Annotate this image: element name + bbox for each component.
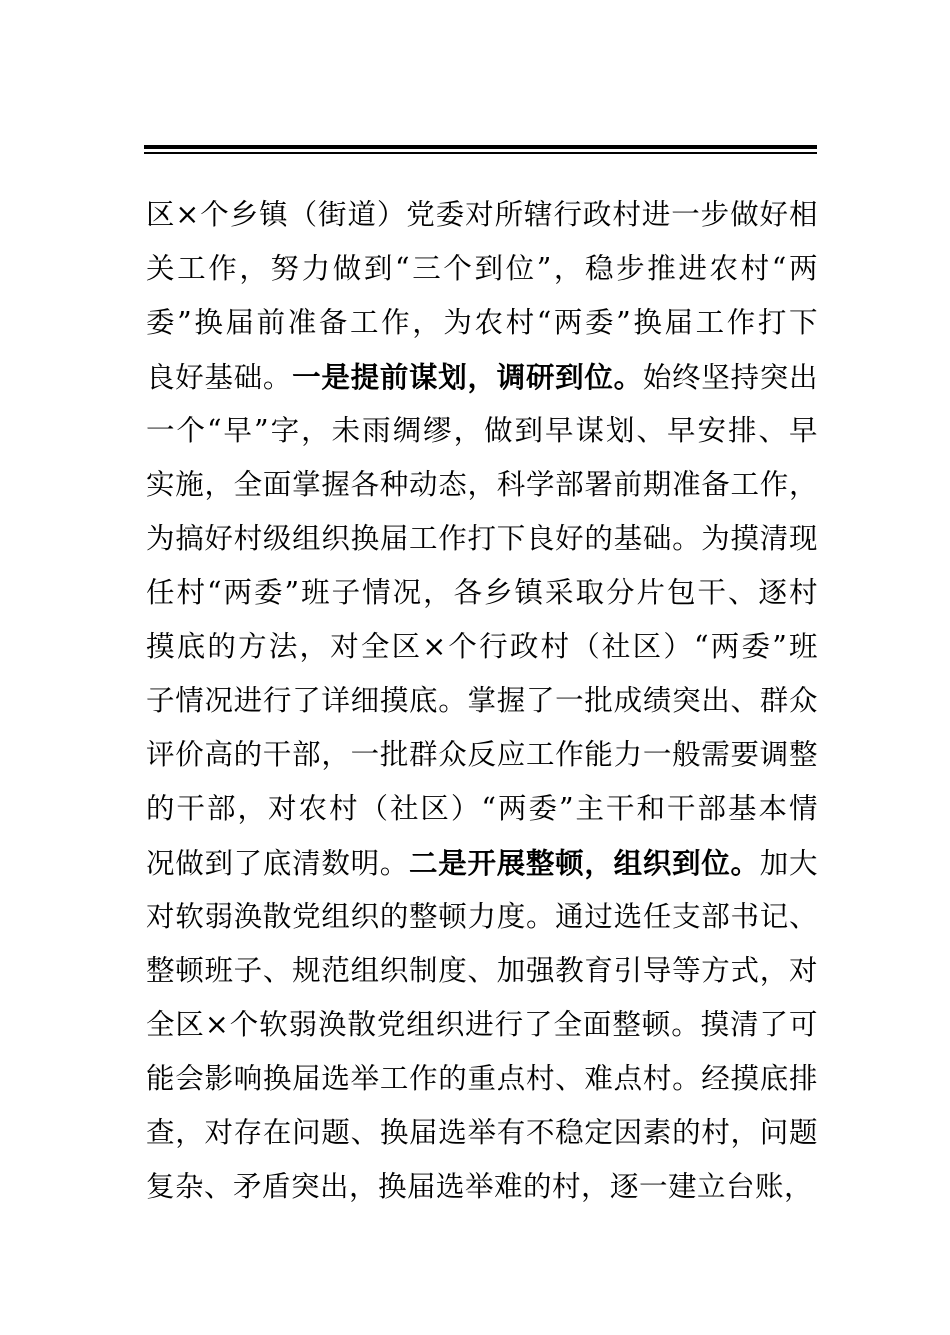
text-line <box>146 620 818 674</box>
text-line <box>146 188 818 242</box>
text-run: 全区×个软弱涣散党组织进行了全面整顿。摸清了可 <box>146 1008 818 1041</box>
text-run: 整顿班子、规范组织制度、加强教育引导等方式，对 <box>146 954 818 987</box>
text-line <box>146 998 818 1052</box>
text-line <box>146 836 818 890</box>
text-run: 区×个乡镇（街道）党委对所辖行政村进一步做好相 <box>146 198 818 231</box>
text-run: 实施，全面掌握各种动态，科学部署前期准备工作， <box>146 468 818 501</box>
text-run: 良好基础。 <box>146 361 293 394</box>
text-line <box>146 350 818 404</box>
text-run: 为搞好村级组织换届工作打下良好的基础。为摸清现 <box>146 522 818 555</box>
header-rule-thin <box>144 152 817 154</box>
text-run: 摸底的方法，对全区×个行政村（社区）“两委”班 <box>146 630 818 663</box>
text-line <box>146 404 818 458</box>
text-run: 能会影响换届选举工作的重点村、难点村。经摸底排 <box>146 1062 818 1095</box>
text-run: 子情况进行了详细摸底。掌握了一批成绩突出、群众 <box>146 684 818 717</box>
text-run: 始终坚持突出 <box>642 361 818 394</box>
text-line <box>146 1052 818 1106</box>
text-run: 对软弱涣散党组织的整顿力度。通过选任支部书记、 <box>146 900 818 933</box>
bold-heading-phrase: 二是开展整顿，组织到位。 <box>409 846 760 880</box>
header-rule-thick <box>144 145 817 149</box>
text-line <box>146 512 818 566</box>
text-line <box>146 890 818 944</box>
text-line <box>146 674 818 728</box>
text-line <box>146 242 818 296</box>
text-line <box>146 458 818 512</box>
text-run: 关工作，努力做到“三个到位”，稳步推进农村“两 <box>146 252 818 285</box>
text-run: 复杂、矛盾突出，换届选举难的村，逐一建立台账， <box>146 1170 814 1203</box>
text-line <box>146 566 818 620</box>
text-run: 加大 <box>759 847 818 880</box>
text-line <box>146 1160 818 1214</box>
text-line <box>146 296 818 350</box>
text-run: 任村“两委”班子情况，各乡镇采取分片包干、逐村 <box>146 576 818 609</box>
text-line <box>146 728 818 782</box>
text-run: 委”换届前准备工作，为农村“两委”换届工作打下 <box>146 306 818 339</box>
text-line <box>146 782 818 836</box>
bold-heading-phrase: 一是提前谋划，调研到位。 <box>292 360 643 394</box>
text-line <box>146 1106 818 1160</box>
body-paragraph <box>146 188 818 1214</box>
text-run: 况做到了底清数明。 <box>146 847 410 880</box>
text-run: 评价高的干部，一批群众反应工作能力一般需要调整 <box>146 738 818 771</box>
text-run: 的干部，对农村（社区）“两委”主干和干部基本情 <box>146 792 818 825</box>
text-line <box>146 944 818 998</box>
text-run: 查，对存在问题、换届选举有不稳定因素的村，问题 <box>146 1116 818 1149</box>
text-run: 一个“早”字，未雨绸缪，做到早谋划、早安排、早 <box>146 414 818 447</box>
